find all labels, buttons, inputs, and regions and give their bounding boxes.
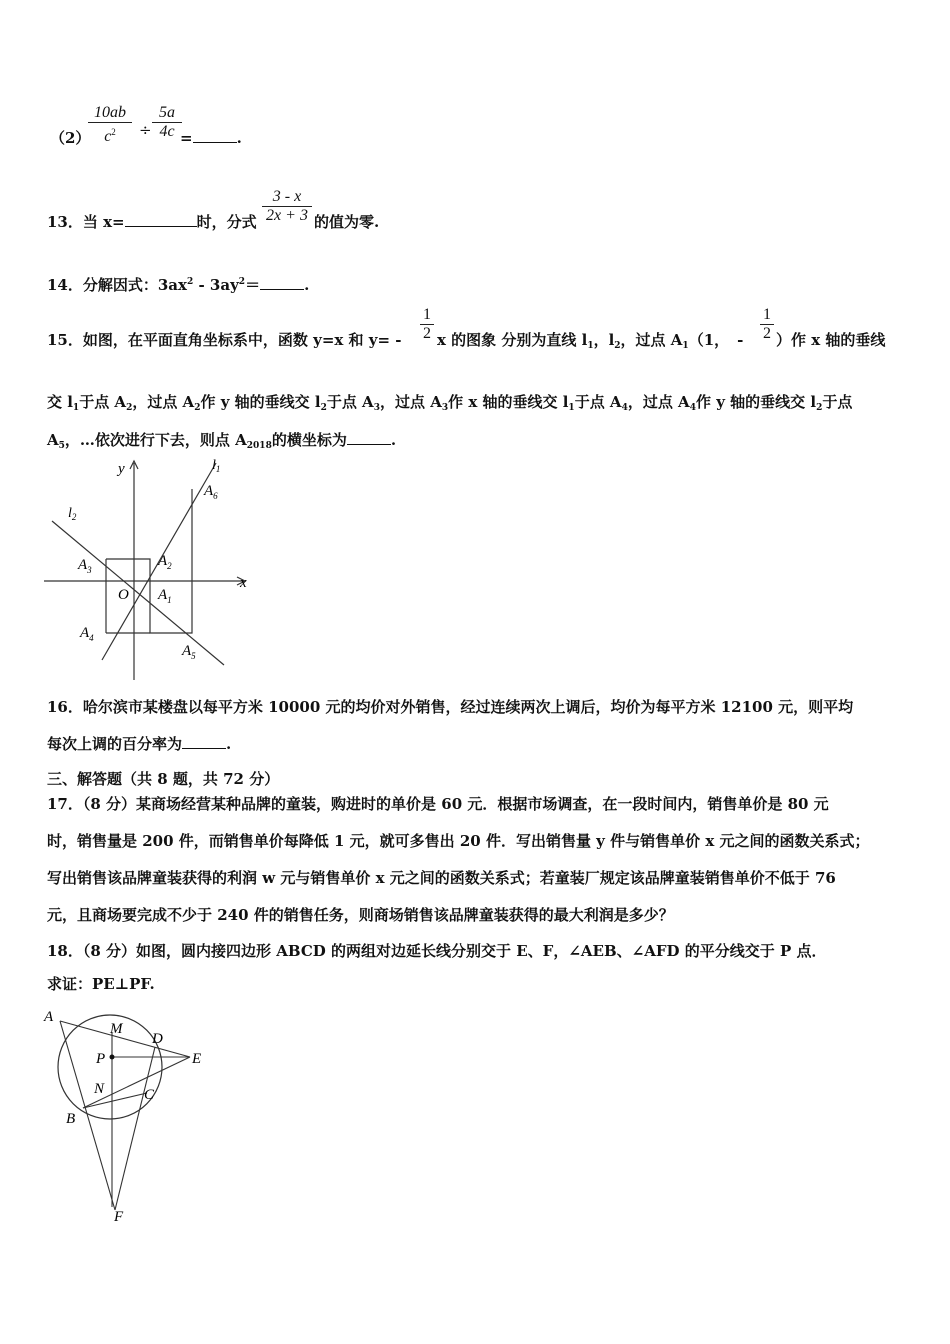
q13-fraction: $\frac{3 - x}{2x + 3}$ <box>262 188 312 225</box>
q12-fraction-2: $\frac{5a}{4c}$ <box>152 104 182 141</box>
q15-line-1a: 15．如图，在平面直角坐标系中，函数 y=x 和 y= - <box>47 331 402 349</box>
x-axis-label: x <box>240 575 247 591</box>
point-p <box>110 1055 115 1060</box>
q15-half-fraction-2: $\frac{1}{2}$ <box>760 306 774 343</box>
q12-answer: = . <box>180 129 242 147</box>
q15-line-1c: ）作 x 轴的垂线 <box>776 331 886 349</box>
label-c: C <box>144 1087 155 1103</box>
q15-line-2: 交 $l_1$于点 $A_2$，过点 $A_2$作 y 轴的垂线交 $l_2$于点 $A_3$，过点 $A_3$作 x 轴的垂线交 $l_1$于点 $A_4$，过点 $A_4$作 y 轴的垂线交 $l_2$于点 <box>47 393 853 413</box>
label-b: B <box>66 1111 76 1127</box>
a3-label: $A_3$ <box>78 557 92 575</box>
line-d-f <box>115 1047 155 1210</box>
y-axis-label: y <box>118 461 125 477</box>
q17-line-2: 时，销售量是 200 件，而销售单价每降低 1 元，就可多售出 20 件．写出销售量 y 件与销售单价 x 元之间的函数关系式； <box>47 832 870 850</box>
origin-label: O <box>118 587 129 603</box>
label-d: D <box>152 1031 163 1047</box>
q18-line-1: 18．（8 分）如图，圆内接四边形 ABCD 的两组对边延长线分别交于 E、F，∠AEB、∠AFD 的平分线交于 P 点． <box>47 942 827 960</box>
label-e: E <box>192 1051 202 1067</box>
section-3-heading: 三、解答题（共 8 题，共 72 分） <box>47 770 280 788</box>
q14-text: 14．分解因式：$3ax^2 - 3ay^2=$ . <box>47 276 310 294</box>
l1-label: $l_1$ <box>212 458 221 474</box>
line-a-e <box>60 1021 190 1057</box>
q16-line-2: 每次上调的百分率为 . <box>47 735 232 753</box>
q18-circle-figure <box>40 1005 215 1225</box>
q15-line-3: $A_5$，…依次进行下去，则点 $A_{2018}$的横坐标为 . <box>47 431 397 451</box>
q13-text: 13．当 x= 时，分式 <box>47 213 257 231</box>
a2-label: $A_2$ <box>158 553 172 571</box>
q15-line-1b: x 的图象 分别为直线 $l_1$，$l_2$，过点 $A_1(1$， - <box>437 331 744 351</box>
label-m: M <box>110 1021 123 1037</box>
line-b-c <box>83 1093 147 1108</box>
q15-half-fraction-1: $\frac{1}{2}$ <box>420 306 434 343</box>
a1-label: $A_1$ <box>158 587 172 605</box>
q18-line-2: 求证：PE⊥PF. <box>47 975 155 993</box>
q17-line-1: 17．（8 分）某商场经营某种品牌的童装，购进时的单价是 60 元．根据市场调查，在一段时间内，销售单价是 80 元 <box>47 795 829 813</box>
q13-tail: 的值为零. <box>314 213 380 231</box>
a-points-path <box>106 489 192 633</box>
a5-label: $A_5$ <box>182 643 196 661</box>
a6-label: $A_6$ <box>204 483 218 501</box>
label-a: A <box>44 1009 54 1025</box>
q12-label: （2） <box>50 129 91 147</box>
label-p: P <box>96 1051 106 1067</box>
label-f: F <box>114 1209 124 1225</box>
q15-coordinate-figure <box>40 455 260 685</box>
q16-line-1: 16．哈尔滨市某楼盘以每平方米 10000 元的均价对外销售，经过连续两次上调后，均价为每平方米 12100 元，则平均 <box>47 698 854 716</box>
l2-label: $l_2$ <box>68 506 77 522</box>
label-n: N <box>94 1081 105 1097</box>
q12-divide-sign: ÷ <box>139 121 152 139</box>
q17-line-4: 元，且商场要完成不少于 240 件的销售任务，则商场销售该品牌童装获得的最大利润是多少？ <box>47 906 674 924</box>
line-l2 <box>52 521 224 665</box>
q17-line-3: 写出销售该品牌童装获得的利润 w 元与销售单价 x 元之间的函数关系式；若童装厂规定该品牌童装销售单价不低于 76 <box>47 869 836 887</box>
q12-fraction-1: $\frac{10ab}{c^2}$ <box>88 104 132 146</box>
a4-label: $A_4$ <box>80 625 94 643</box>
